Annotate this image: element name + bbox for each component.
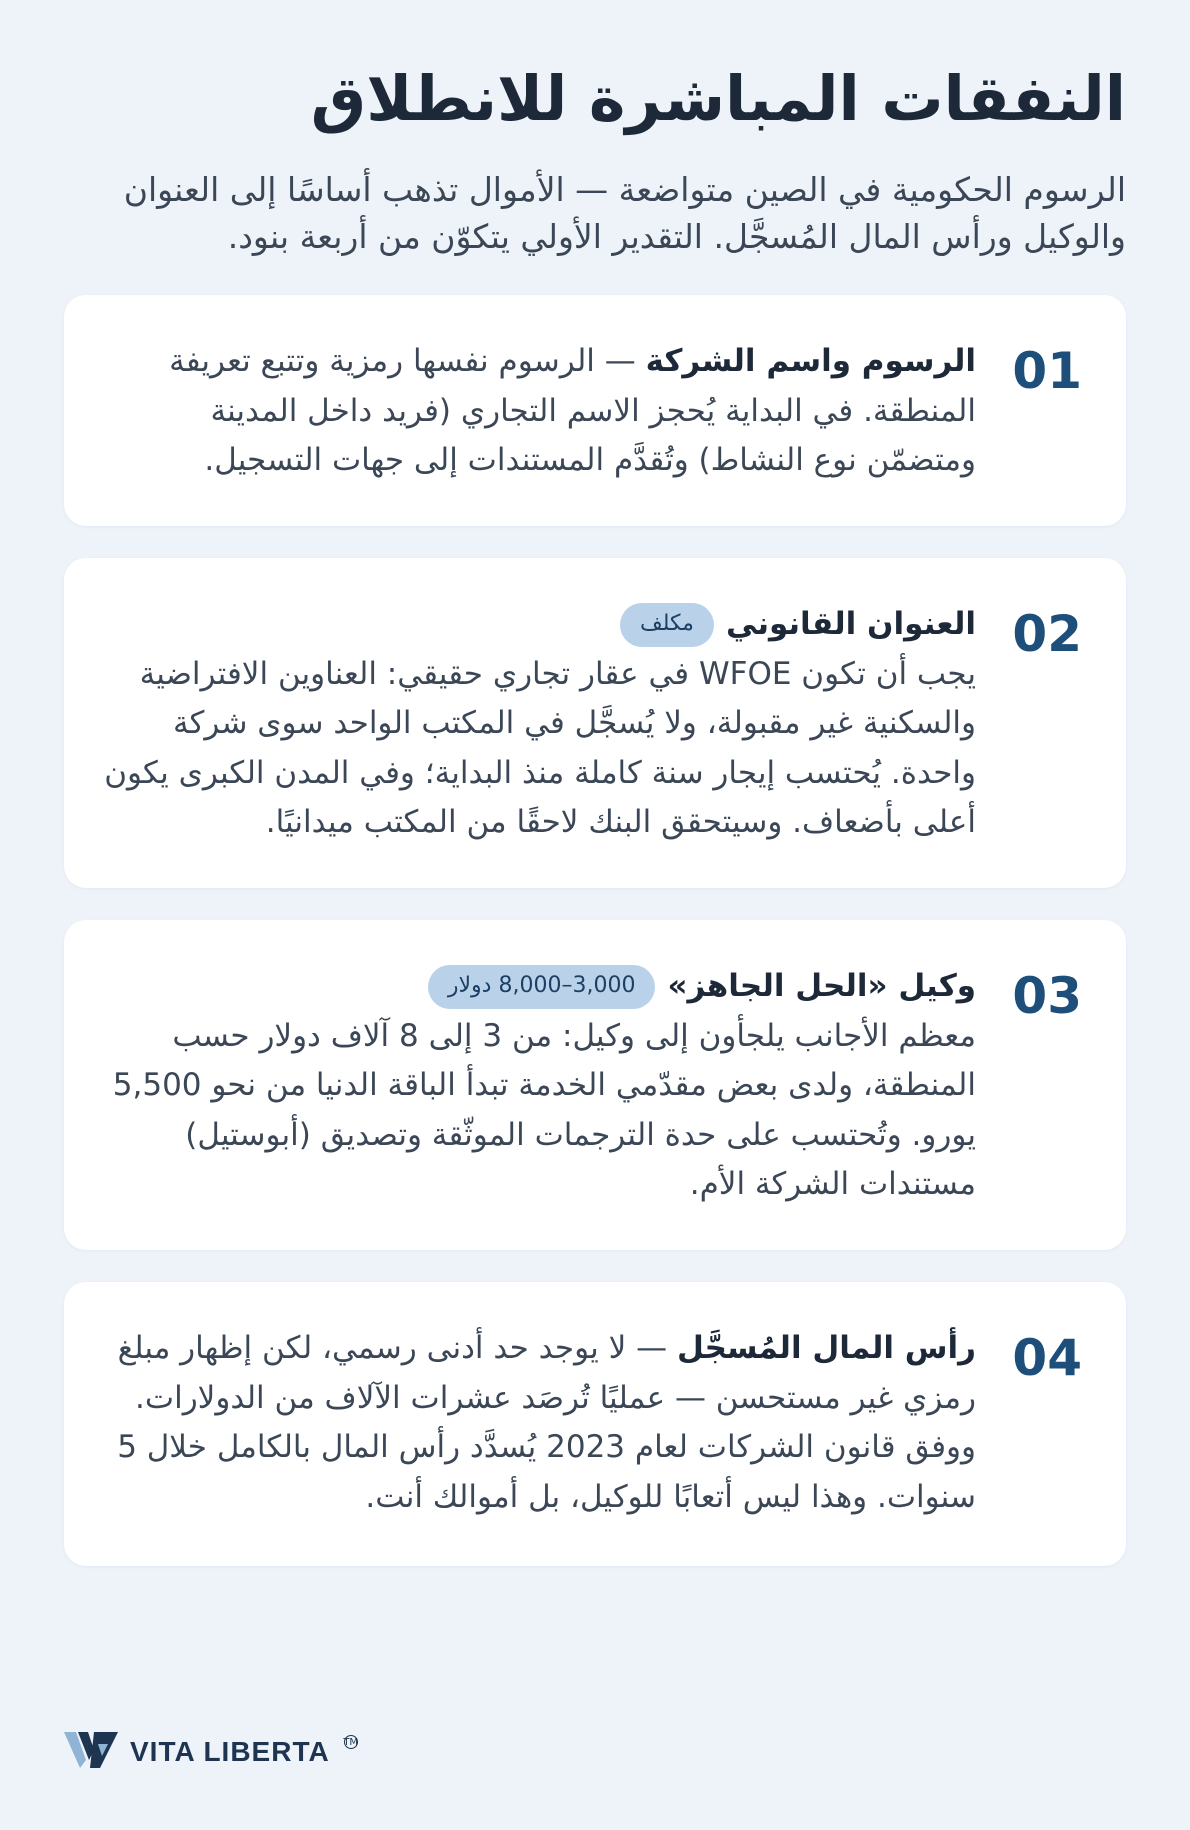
item-title-row: [104, 962, 976, 1012]
item-body: [104, 600, 976, 848]
item-number: 04: [1012, 1328, 1082, 1387]
item-title: العنوان القانوني: [725, 605, 976, 642]
item-body: [104, 962, 976, 1210]
item-body: [104, 337, 976, 486]
item-text: يجب أن تكون WFOE في عقار تجاري حقيقي: العناوين الافتراضية والسكنية غير مقبولة، ولا يُسجَّل في المكتب الواحد سوى شركة واحدة. يُحتسب إيجار سنة كاملة منذ البداية؛ وفي المدن الكبرى يكون أعلى بأضعاف. وسيتحقق البنك لاحقًا من المكتب ميدانيًا.: [104, 655, 976, 841]
expense-card-2: [64, 558, 1126, 888]
item-text: معظم الأجانب يلجأون إلى وكيل: من 3 إلى 8 آلاف دولار حسب المنطقة، ولدى بعض مقدّمي الخدمة تبدأ الباقة الدنيا من نحو 5,500 يورو. وتُحتسب على حدة الترجمات الموثّقة وتصديق (أبوستيل) مستندات الشركة الأم.: [112, 1017, 976, 1203]
item-text: — لا يوجد حد أدنى رسمي، لكن إظهار مبلغ رمزي غير مستحسن — عمليًا تُرصَد عشرات الآلاف من الدولارات. ووفق قانون الشركات لعام 2023 يُسدَّد رأس المال بالكامل خلال 5 سنوات. وهذا ليس أتعابًا للوكيل، بل أموالك أنت.: [117, 1329, 976, 1515]
footer-logo: [64, 1730, 358, 1774]
item-number: 03: [1012, 966, 1082, 1025]
item-text: — الرسوم نفسها رمزية وتتبع تعريفة المنطقة. في البداية يُحجز الاسم التجاري (فريد داخل المدينة ومتضمّن نوع النشاط) وتُقدَّم المستندات إلى جهات التسجيل.: [169, 343, 976, 479]
cost-badge: مكلف: [620, 603, 714, 647]
page: [64, 60, 1126, 1598]
trademark-mark: TM: [343, 1736, 359, 1748]
page-subtitle: الرسوم الحكومية في الصين متواضعة — الأموال تذهب أساسًا إلى العنوان والوكيل ورأس المال المُسجَّل. التقدير الأولي يتكوّن من أربعة بنود.: [123, 169, 1126, 257]
brand-name: VITA LIBERTA: [130, 1736, 330, 1767]
item-title-row: [104, 600, 976, 650]
vita-liberta-logo-icon: [64, 1730, 118, 1774]
item-title: الرسوم واسم الشركة: [645, 343, 976, 380]
expense-card-3: [64, 920, 1126, 1250]
item-number: 01: [1012, 342, 1082, 401]
item-body: [104, 1324, 976, 1522]
price-badge: 3,000–8,000 دولار: [428, 965, 656, 1009]
item-title: رأس المال المُسجَّل: [676, 1329, 976, 1366]
item-number: 02: [1012, 604, 1082, 663]
expense-card-4: [64, 1282, 1126, 1566]
expense-card-1: [64, 295, 1126, 526]
page-title: النفقات المباشرة للانطلاق: [310, 62, 1126, 135]
item-title: وكيل «الحل الجاهز»: [667, 967, 976, 1004]
